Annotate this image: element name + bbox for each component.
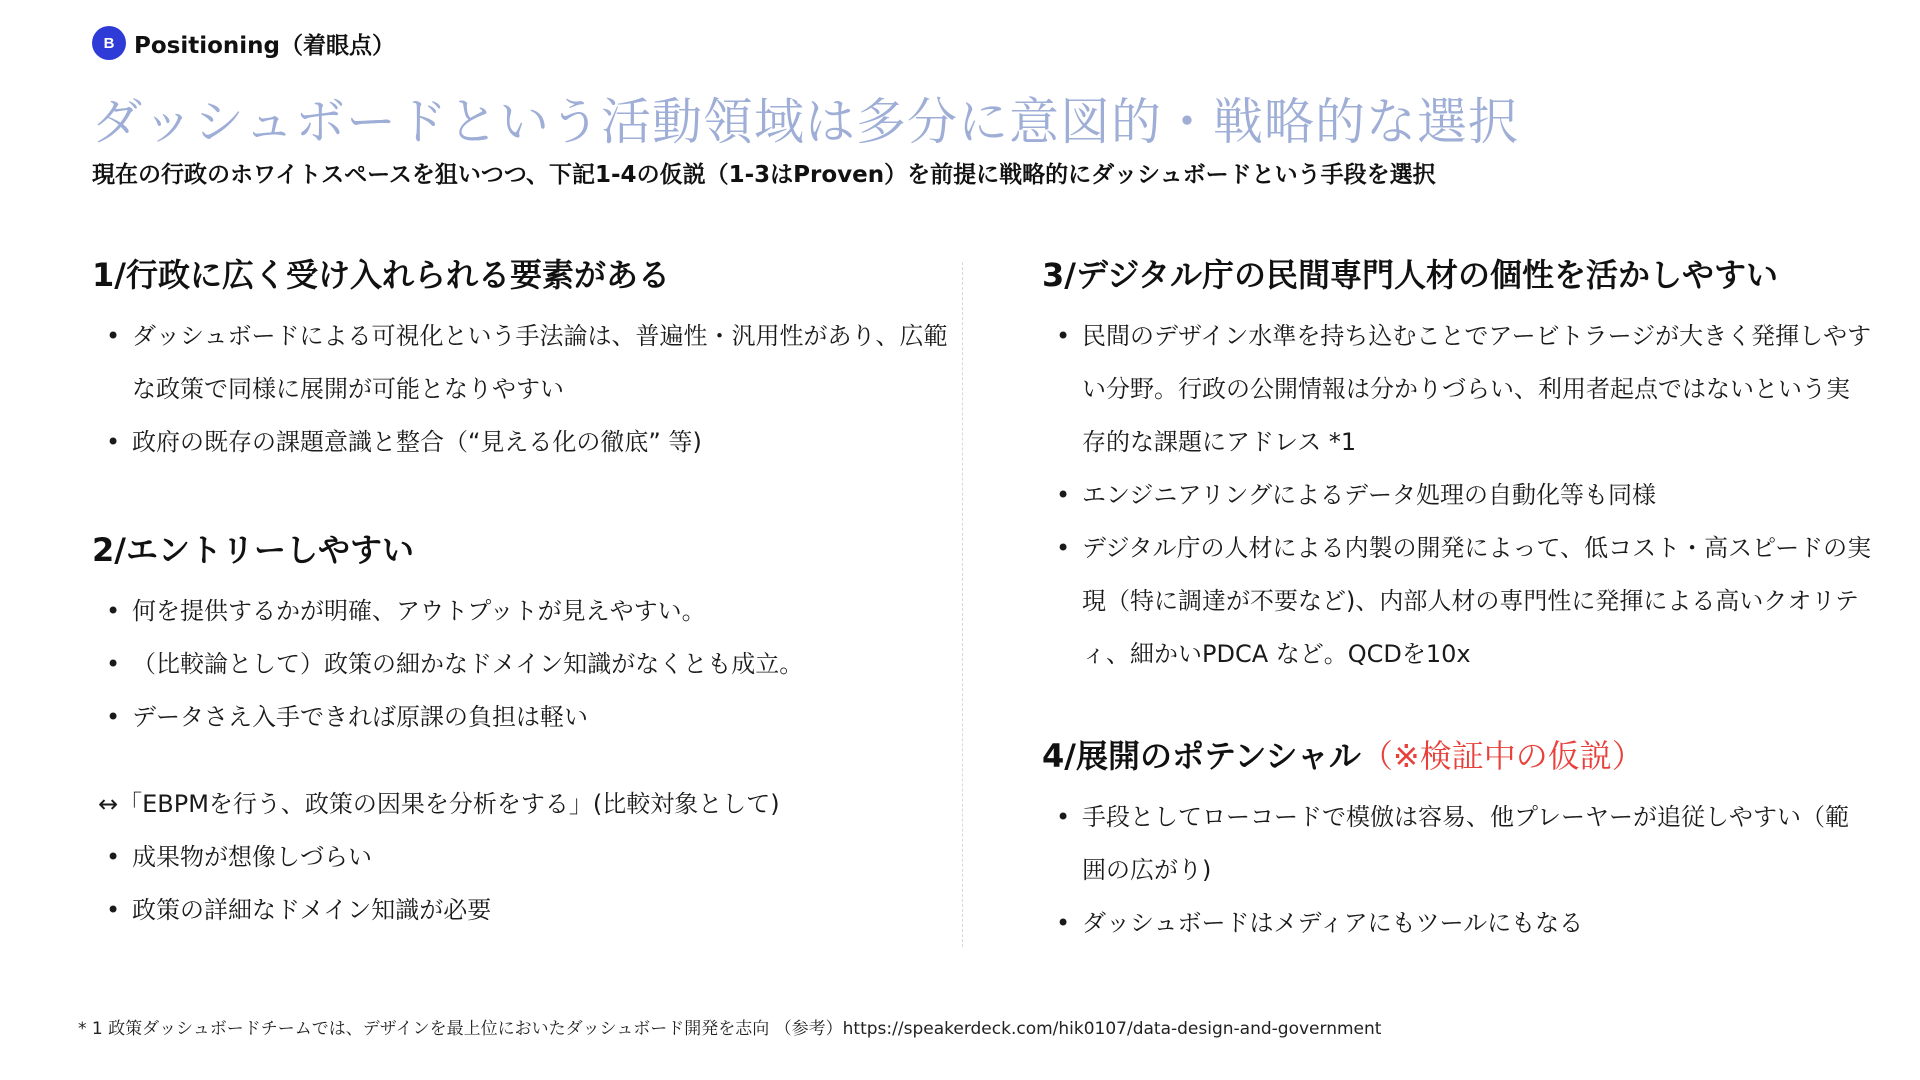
comparison-points xyxy=(92,831,952,937)
section-3-points xyxy=(1042,310,1872,681)
bullet-item: • ダッシュボードはメディアにもツールにもなる xyxy=(1042,897,1872,950)
section-2-points xyxy=(92,585,952,744)
section-4-title: 4/展開のポテンシャル xyxy=(1042,737,1361,775)
left-column xyxy=(92,250,952,937)
section-4-heading xyxy=(1042,731,1872,777)
section-tag xyxy=(92,26,395,60)
slide-title: ダッシュボードという活動領域は多分に意図的・戦略的な選択 xyxy=(92,93,1519,151)
bullet-item: • 成果物が想像しづらい xyxy=(92,831,952,884)
section-2 xyxy=(92,525,952,937)
section-1 xyxy=(92,250,952,469)
section-4 xyxy=(1042,731,1872,950)
section-3 xyxy=(1042,250,1872,681)
bullet-item: • 政策の詳細なドメイン知識が必要 xyxy=(92,884,952,937)
section-4-points xyxy=(1042,791,1872,950)
hypothesis-note: （※検証中の仮説） xyxy=(1360,737,1644,775)
bullet-item: • 政府の既存の課題意識と整合（“見える化の徹底” 等) xyxy=(92,416,952,469)
bullet-item: • 何を提供するかが明確、アウトプットが見えやすい。 xyxy=(92,585,952,638)
bullet-item: • データさえ入手できれば原課の負担は軽い xyxy=(92,691,952,744)
bullet-item: • 民間のデザイン水準を持ち込むことでアービトラージが大きく発揮しやすい分野。行政の公開情報は分かりづらい、利用者起点ではないという実存的な課題にアドレス *1 xyxy=(1042,310,1872,469)
section-1-points xyxy=(92,310,952,469)
slide-subtitle: 現在の行政のホワイトスペースを狙いつつ、下記1-4の仮説（1-3はProven）を前提に戦略的にダッシュボードという手段を選択 xyxy=(92,162,1436,188)
bullet-item: • ダッシュボードによる可視化という手法論は、普遍性・汎用性があり、広範な政策で同様に展開が可能となりやすい xyxy=(92,310,952,416)
bullet-item: • 手段としてローコードで模倣は容易、他プレーヤーが追従しやすい（範囲の広がり) xyxy=(1042,791,1872,897)
right-column xyxy=(1042,250,1872,950)
bullet-item: • （比較論として）政策の細かなドメイン知識がなくとも成立。 xyxy=(92,638,952,691)
footnote: * 1 政策ダッシュボードチームでは、デザインを最上位においたダッシュボード開発を志向 （参考）https://speakerdeck.com/hik0107/data-design-and-government xyxy=(78,1019,1382,1039)
section-3-heading: 3/デジタル庁の民間専門人材の個性を活かしやすい xyxy=(1042,256,1779,294)
comparison-line: ↔「EBPMを行う、政策の因果を分析をする」(比較対象として) xyxy=(98,790,780,818)
bullet-item: • デジタル庁の人材による内製の開発によって、低コスト・高スピードの実現（特に調達が不要など)、内部人材の専門性に発揮による高いクオリティ、細かいPDCA など。QCDを10x xyxy=(1042,522,1872,681)
section-1-heading: 1/行政に広く受け入れられる要素がある xyxy=(92,256,670,294)
section-2-heading: 2/エントリーしやすい xyxy=(92,531,414,569)
section-badge: B xyxy=(92,26,126,60)
section-tag-label: Positioning（着眼点） xyxy=(134,32,396,59)
column-divider xyxy=(962,262,963,947)
bullet-item: • エンジニアリングによるデータ処理の自動化等も同様 xyxy=(1042,469,1872,522)
